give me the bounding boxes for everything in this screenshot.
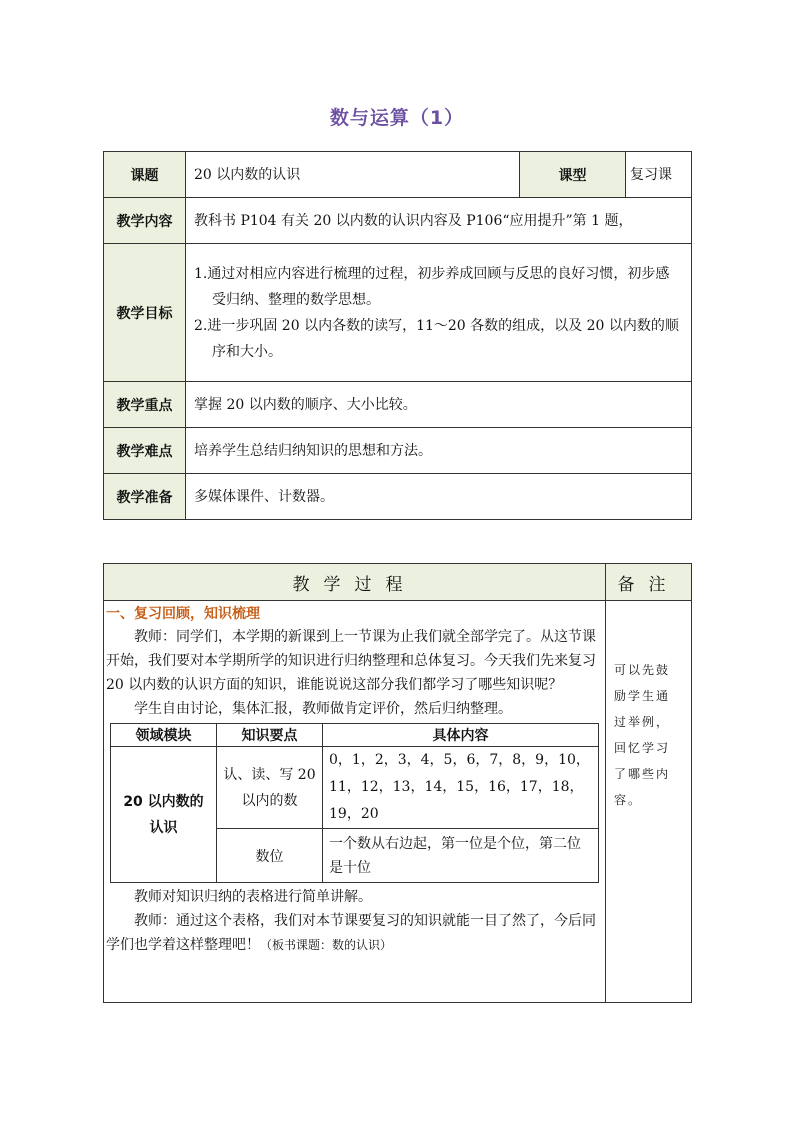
point-cell: 数位 [217, 829, 323, 883]
goal-item: 2.进一步巩固 20 以内各数的读写，11～20 各数的组成，以及 20 以内数的顺序和大小。 [194, 317, 679, 360]
prep-label: 教学准备 [104, 474, 186, 520]
topic-label: 课题 [104, 152, 186, 198]
paragraph: 教师对知识归纳的表格进行简单讲解。 [134, 889, 372, 905]
module-cell: 20 以内数的认识 [111, 747, 217, 883]
paragraph-text: 教师：通过这个表格，我们对本节课要复习的知识就能一目了然了，今后同学们也学着这样整理吧！ [106, 913, 596, 953]
difficulty-label: 教学难点 [104, 428, 186, 474]
difficulty-value: 培养学生总结归纳知识的思想和方法。 [186, 428, 692, 474]
column-header: 具体内容 [323, 724, 599, 747]
topic-value: 20 以内数的认识 [186, 152, 520, 198]
goal-item: 1.通过对相应内容进行梳理的过程，初步养成回顾与反思的良好习惯，初步感受归纳、整理的数学思想。 [194, 265, 670, 308]
page-title: 数与运算（1） [329, 107, 465, 129]
goals-cell [186, 244, 692, 382]
prep-value: 多媒体课件、计数器。 [186, 474, 692, 520]
column-header: 知识要点 [217, 724, 323, 747]
process-header: 教学过程 [104, 564, 606, 601]
goals-label: 教学目标 [104, 244, 186, 382]
section-title: 一、复习回顾，知识梳理 [106, 606, 260, 622]
process-body [104, 601, 606, 1003]
paragraph: 学生自由讨论，集体汇报，教师做肯定评价，然后归纳整理。 [134, 701, 512, 717]
knowledge-table [110, 723, 599, 883]
notes-header: 备注 [606, 564, 692, 601]
content-value: 教科书 P104 有关 20 以内数的认识内容及 P106“应用提升”第 1 题， [186, 198, 692, 244]
paragraph: 教师：同学们，本学期的新课到上一节课为止我们就全部学完了。从这节课开始，我们要对本学期所学的知识进行归纳整理和总体复习。今天我们先来复习 20 以内数的认识方面的知识，谁能说说这部分我们都学习了哪些知识呢？ [106, 629, 596, 693]
board-note: （板书课题：数的认识） [260, 938, 393, 952]
point-cell: 认、读、写 20 以内的数 [217, 747, 323, 829]
key-label: 教学重点 [104, 382, 186, 428]
key-value: 掌握 20 以内数的顺序、大小比较。 [186, 382, 692, 428]
content-label: 教学内容 [104, 198, 186, 244]
content-cell: 0，1，2，3，4，5，6，7，8，9，10，11，12，13，14，15，16，17，18，19，20 [323, 747, 599, 829]
type-value: 复习课 [626, 152, 692, 198]
content-cell: 一个数从右边起，第一位是个位，第二位是十位 [323, 829, 599, 883]
paragraph [104, 909, 605, 957]
remarks-cell: 可以先鼓励学生通过举例，回忆学习了哪些内容。 [606, 601, 692, 1003]
column-header: 领域模块 [111, 724, 217, 747]
type-label: 课型 [520, 152, 626, 198]
teaching-process-table [103, 563, 692, 1003]
lesson-info-table [103, 151, 692, 520]
